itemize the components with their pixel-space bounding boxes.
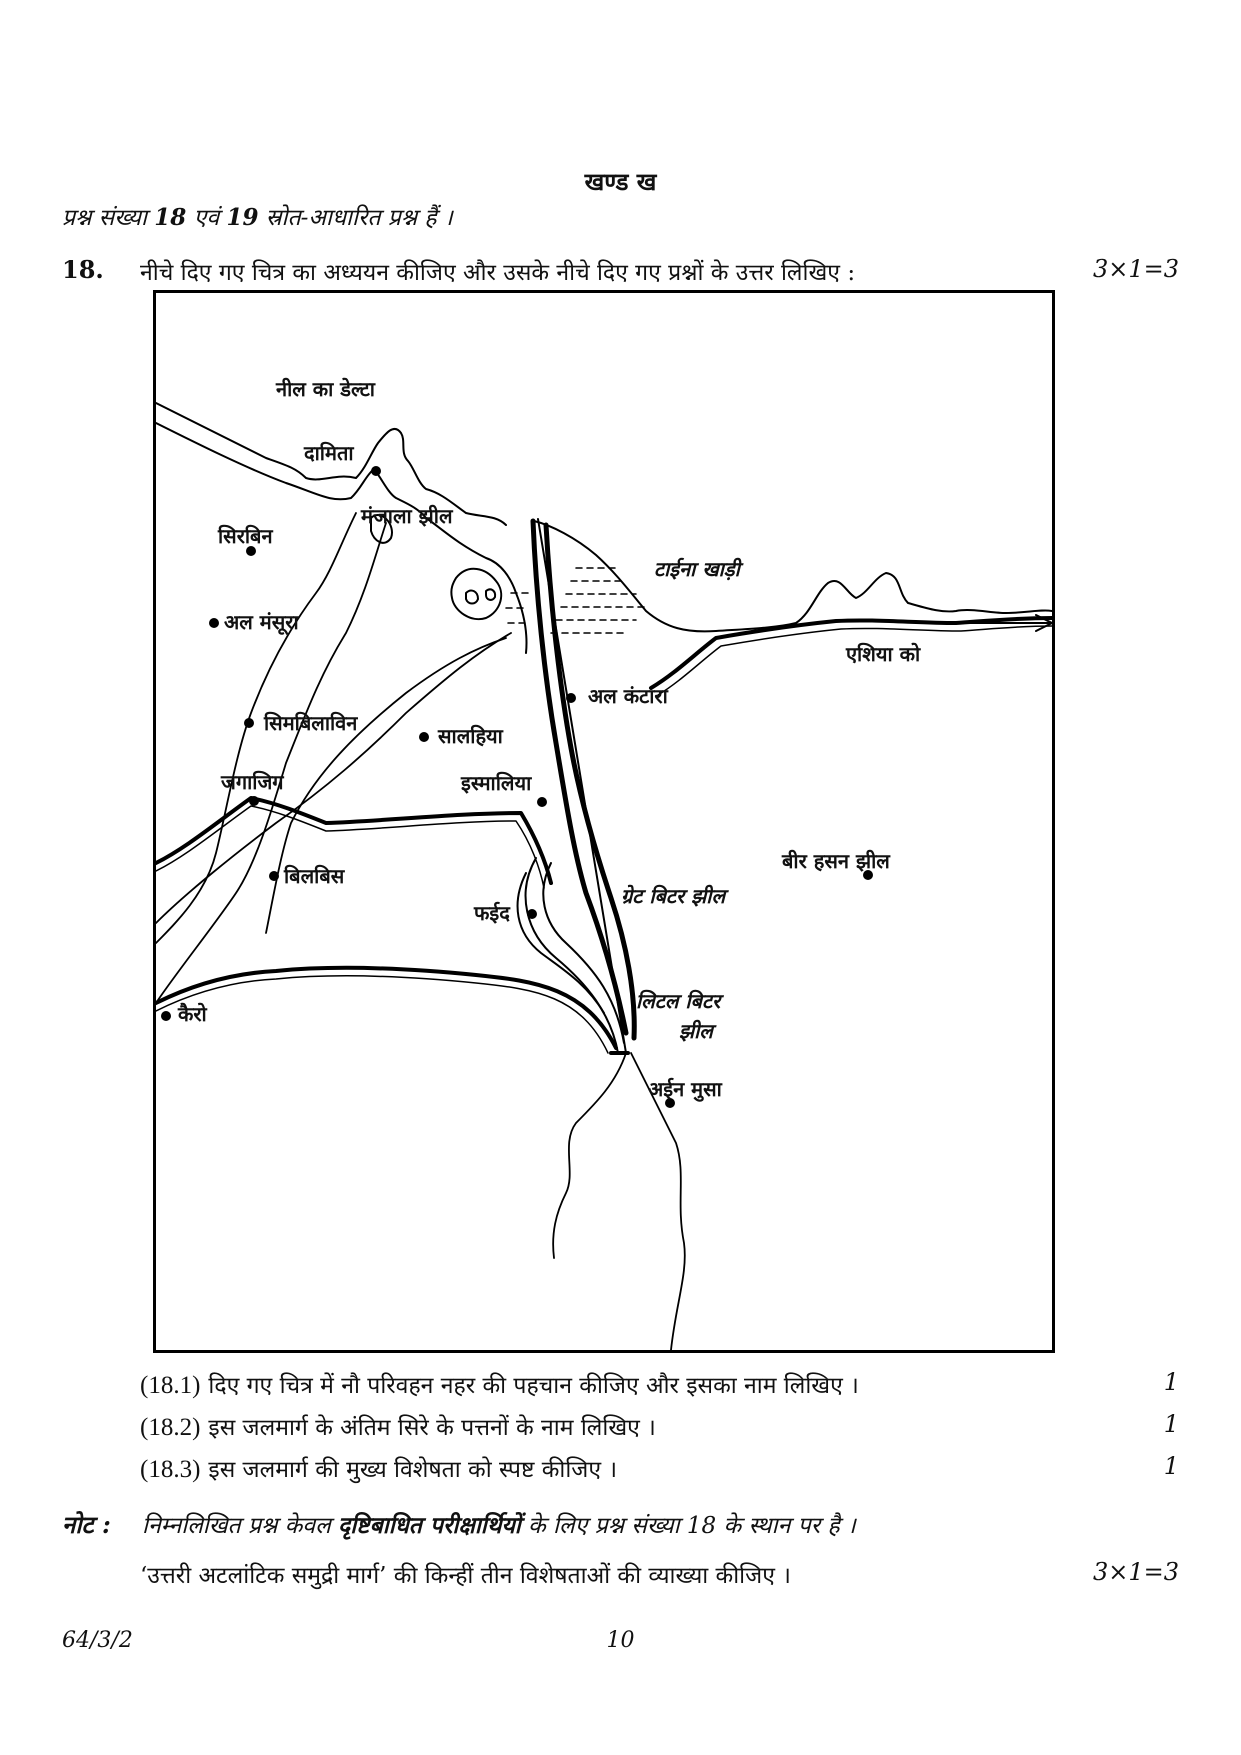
label-al-kantara: अल कंटारा bbox=[588, 684, 668, 708]
label-sirbin: सिरबिन bbox=[218, 524, 273, 548]
subquestion-18-3-marks: 1 bbox=[1163, 1452, 1179, 1480]
paper-code: 64/3/2 bbox=[62, 1628, 133, 1653]
label-ain-musa: अईन मुसा bbox=[648, 1077, 722, 1101]
question-number: 18. bbox=[62, 255, 104, 284]
label-al-mansura: अल मंसूरा bbox=[224, 610, 299, 634]
note-text: निम्नलिखित प्रश्न केवल दृष्टिबाधित परीक्षार्थियों के लिए प्रश्न संख्या 18 के स्थान पर है । bbox=[142, 1512, 856, 1539]
label-bir-hasan-lake: बीर हसन झील bbox=[782, 849, 890, 873]
tina-coastline bbox=[534, 521, 1052, 631]
question-marks: 3×1=3 bbox=[1092, 255, 1179, 283]
label-little-bitter: लिटल बिटर bbox=[636, 989, 721, 1013]
page-number: 10 bbox=[606, 1628, 635, 1653]
subquestion-18-1-marks: 1 bbox=[1163, 1368, 1179, 1396]
label-salhiya: सालहिया bbox=[438, 724, 503, 748]
tina-bay-hatching bbox=[506, 568, 646, 633]
label-little-bitter-lake: झील bbox=[679, 1019, 713, 1043]
label-fayid: फईद bbox=[474, 901, 510, 925]
alternative-question-marks: 3×1=3 bbox=[1092, 1558, 1179, 1586]
section-intro: प्रश्न संख्या 18 एवं 19 स्रोत-आधारित प्रश्न हैं । bbox=[62, 204, 453, 231]
subquestion-18-2: (18.2) इस जलमार्ग के अंतिम सिरे के पत्तनों के नाम लिखिए । bbox=[140, 1414, 656, 1441]
railway-lines bbox=[156, 618, 1052, 1048]
question-text: नीचे दिए गए चित्र का अध्ययन कीजिए और उसके नीचे दिए गए प्रश्नों के उत्तर लिखिए : bbox=[140, 260, 856, 286]
suez-canal-map bbox=[153, 290, 1055, 1353]
label-nile-delta: नील का डेल्टा bbox=[276, 377, 375, 401]
section-title: खण्ड ख bbox=[584, 167, 657, 196]
label-great-bitter-lake: ग्रेट बिटर झील bbox=[621, 884, 726, 908]
alternative-question: ‘उत्तरी अटलांटिक समुद्री मार्ग’ की किन्हीं तीन विशेषताओं की व्याख्या कीजिए । bbox=[140, 1563, 791, 1589]
label-cairo: कैरो bbox=[178, 1002, 207, 1026]
canal-centerline bbox=[538, 519, 626, 1053]
label-zagazig: जगाजिग bbox=[221, 770, 284, 794]
note-label: नोट : bbox=[62, 1510, 111, 1539]
label-bilbis: बिलबिस bbox=[284, 864, 345, 888]
label-simbillawin: सिमबिलाविन bbox=[264, 711, 358, 735]
subquestion-18-3: (18.3) इस जलमार्ग की मुख्य विशेषता को स्पष्ट कीजिए । bbox=[140, 1456, 618, 1483]
label-ismailia: इस्मालिया bbox=[461, 771, 532, 795]
label-tina-bay: टाईना खाड़ी bbox=[654, 557, 740, 581]
label-damietta: दामिता bbox=[304, 441, 354, 465]
label-to-asia: एशिया को bbox=[846, 642, 921, 666]
label-manzala-lake: मंजाला झील bbox=[361, 504, 453, 528]
subquestion-18-2-marks: 1 bbox=[1163, 1410, 1179, 1438]
subquestion-18-1: (18.1) दिए गए चित्र में नौ परिवहन नहर की पहचान कीजिए और इसका नाम लिखिए । bbox=[140, 1372, 859, 1399]
